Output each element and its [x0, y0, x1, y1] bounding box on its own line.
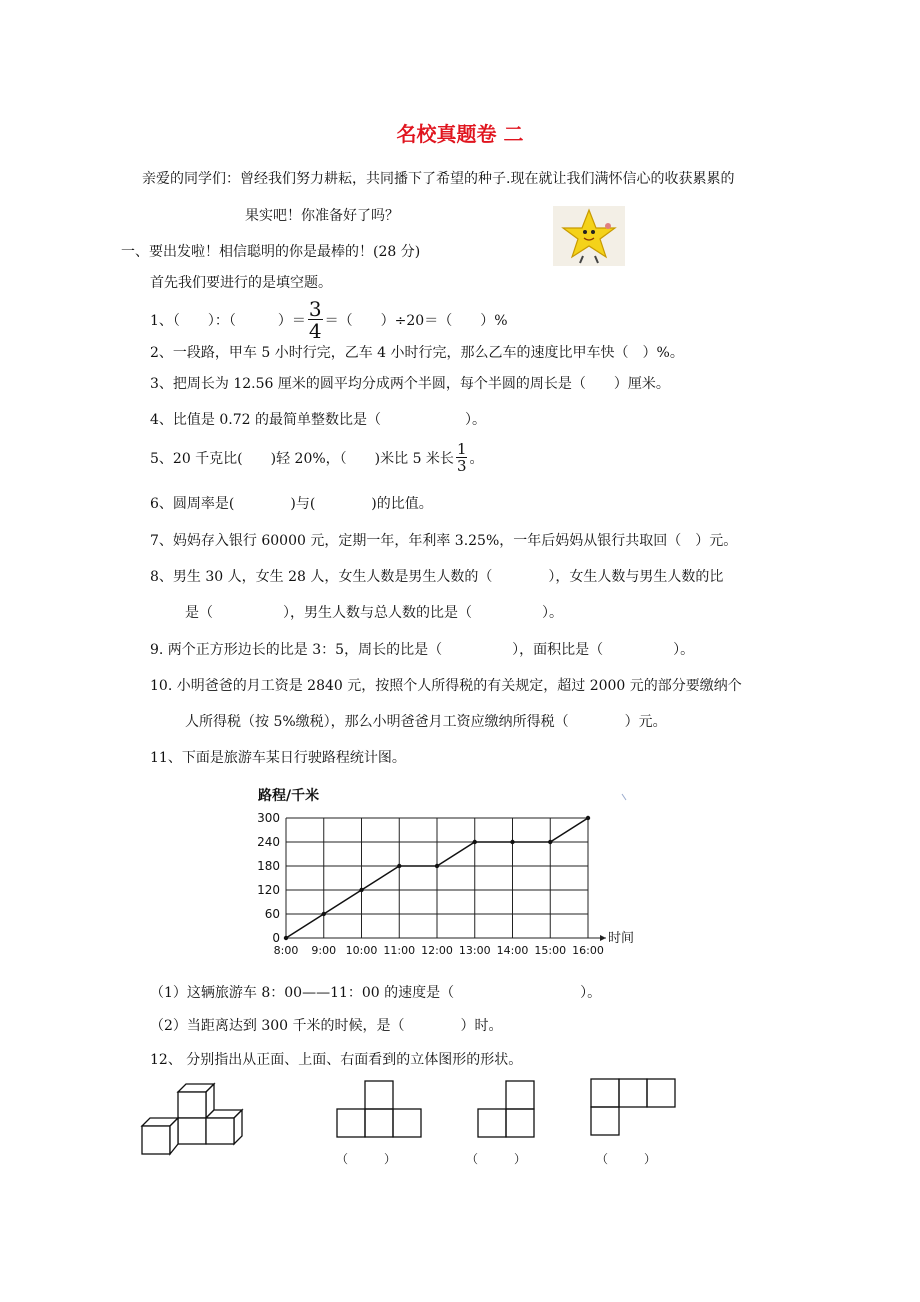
chart-x-tick-label: 8:00: [273, 944, 299, 957]
answer-blank-2: （ ）: [466, 1152, 527, 1166]
question-1-after: ＝（ ）÷20＝（ ）%: [324, 313, 508, 329]
chart-data-point: [586, 816, 590, 820]
page-title: 名校真题卷 二: [396, 122, 524, 146]
chart-data-point: [322, 912, 326, 916]
chart-data-point: [473, 840, 477, 844]
question-5-before: 5、20 千克比( )轻 20%，（ )米比 5 米长: [150, 451, 454, 467]
chart-y-axis-label: 路程/千米: [258, 788, 320, 804]
chart-x-tick-label: 11:00: [383, 944, 416, 957]
question-11: 11、下面是旅游车某日行驶路程统计图。: [150, 750, 406, 766]
question-3: 3、把周长为 12.56 厘米的圆平均分成两个半圆，每个半圆的周长是（ ）厘米。: [150, 376, 670, 392]
chart-x-tick-label: 16:00: [572, 944, 604, 957]
chart-y-tick-labels: [257, 811, 280, 945]
chart-x-tick-labels: [274, 944, 604, 957]
chart-x-tick-label: 15:00: [534, 944, 567, 957]
chart-x-axis-label: 时间: [608, 931, 635, 946]
chart-y-tick-label: 300: [257, 811, 280, 825]
question-11-part-1: （1）这辆旅游车 8：00——11：00 的速度是（ ）。: [150, 985, 602, 1001]
fraction-denominator: 3: [456, 457, 467, 475]
question-11-part-2: （2）当距离达到 300 千米的时候，是（ ）时。: [150, 1018, 503, 1034]
fraction-three-quarters: [308, 299, 323, 341]
answer-blank-3: （ ）: [596, 1152, 657, 1166]
fraction-denominator: 4: [308, 319, 322, 343]
question-5-after: 。: [469, 451, 484, 467]
chart-x-tick-label: 12:00: [421, 944, 453, 957]
question-2: 2、一段路，甲车 5 小时行完，乙车 4 小时行完，那么乙车的速度比甲车快（ ）%。: [150, 345, 684, 361]
view-shape-1: [336, 1080, 426, 1140]
question-8-line-1: 8、男生 30 人，女生 28 人，女生人数是男生人数的（ ），女生人数与男生人数的比: [150, 569, 724, 585]
chart-y-tick-label: 0: [272, 931, 280, 945]
answer-blank-1: （ ）: [336, 1152, 397, 1166]
intro-line-1: 亲爱的同学们：曾经我们努力耕耘，共同播下了希望的种子.现在就让我们满怀信心的收获累累的: [142, 171, 735, 187]
chart-data-point: [510, 840, 514, 844]
chart-data-point: [397, 864, 401, 868]
question-5: [150, 438, 483, 478]
cube-stack-icon: [136, 1082, 246, 1158]
chart-x-tick-label: 13:00: [458, 944, 491, 957]
question-10-line-2: 人所得税（按 5%缴税），那么小明爸爸月工资应缴纳所得税（ ）元。: [185, 714, 667, 730]
chart-y-tick-label: 180: [257, 859, 280, 873]
chart-y-tick-label: 240: [257, 835, 280, 849]
question-9: 9. 两个正方形边长的比是 3：5，周长的比是（ ），面积比是（ ）。: [150, 642, 695, 658]
chart-data-point: [548, 840, 552, 844]
chart-x-tick-label: 9:00: [311, 944, 337, 957]
question-4: 4、比值是 0.72 的最简单整数比是（ ）。: [150, 412, 486, 428]
chart-x-axis-arrowhead: [600, 935, 606, 941]
fraction-numerator: 1: [456, 440, 467, 458]
view-shape-3: [590, 1078, 680, 1138]
star-mascot-icon: [553, 206, 625, 266]
question-1: [150, 297, 508, 343]
intro-line-2: 果实吧！你准备好了吗？: [245, 208, 399, 224]
question-1-before: 1、（ ）：（ ）＝: [150, 313, 306, 329]
section-subheading: 首先我们要进行的是填空题。: [150, 275, 332, 291]
chart-data-point: [435, 864, 439, 868]
section-heading: 一、要出发啦！相信聪明的你是最棒的！(28 分): [121, 244, 421, 260]
distance-line-chart: [250, 780, 650, 965]
view-shape-2: [477, 1080, 539, 1140]
chart-y-tick-label: 60: [264, 907, 280, 921]
chart-data-point: [284, 936, 288, 940]
stray-mark: [622, 794, 626, 800]
question-12: 12、 分别指出从正面、上面、右面看到的立体图形的形状。: [150, 1052, 523, 1068]
chart-x-tick-label: 14:00: [496, 944, 529, 957]
chart-data-point: [359, 888, 363, 892]
question-10-line-1: 10. 小明爸爸的月工资是 2840 元，按照个人所得税的有关规定，超过 2000 元的部分要缴纳个: [150, 678, 742, 694]
chart-x-tick-label: 10:00: [345, 944, 378, 957]
question-8-line-2: 是（ ），男生人数与总人数的比是（ ）。: [185, 605, 563, 621]
question-7: 7、妈妈存入银行 60000 元，定期一年，年利率 3.25%，一年后妈妈从银行共取回（ ）元。: [150, 533, 738, 549]
fraction-one-third: [456, 442, 468, 474]
fraction-numerator: 3: [308, 297, 322, 321]
question-6: 6、圆周率是( )与( )的比值。: [150, 496, 433, 512]
chart-y-tick-label: 120: [257, 883, 280, 897]
